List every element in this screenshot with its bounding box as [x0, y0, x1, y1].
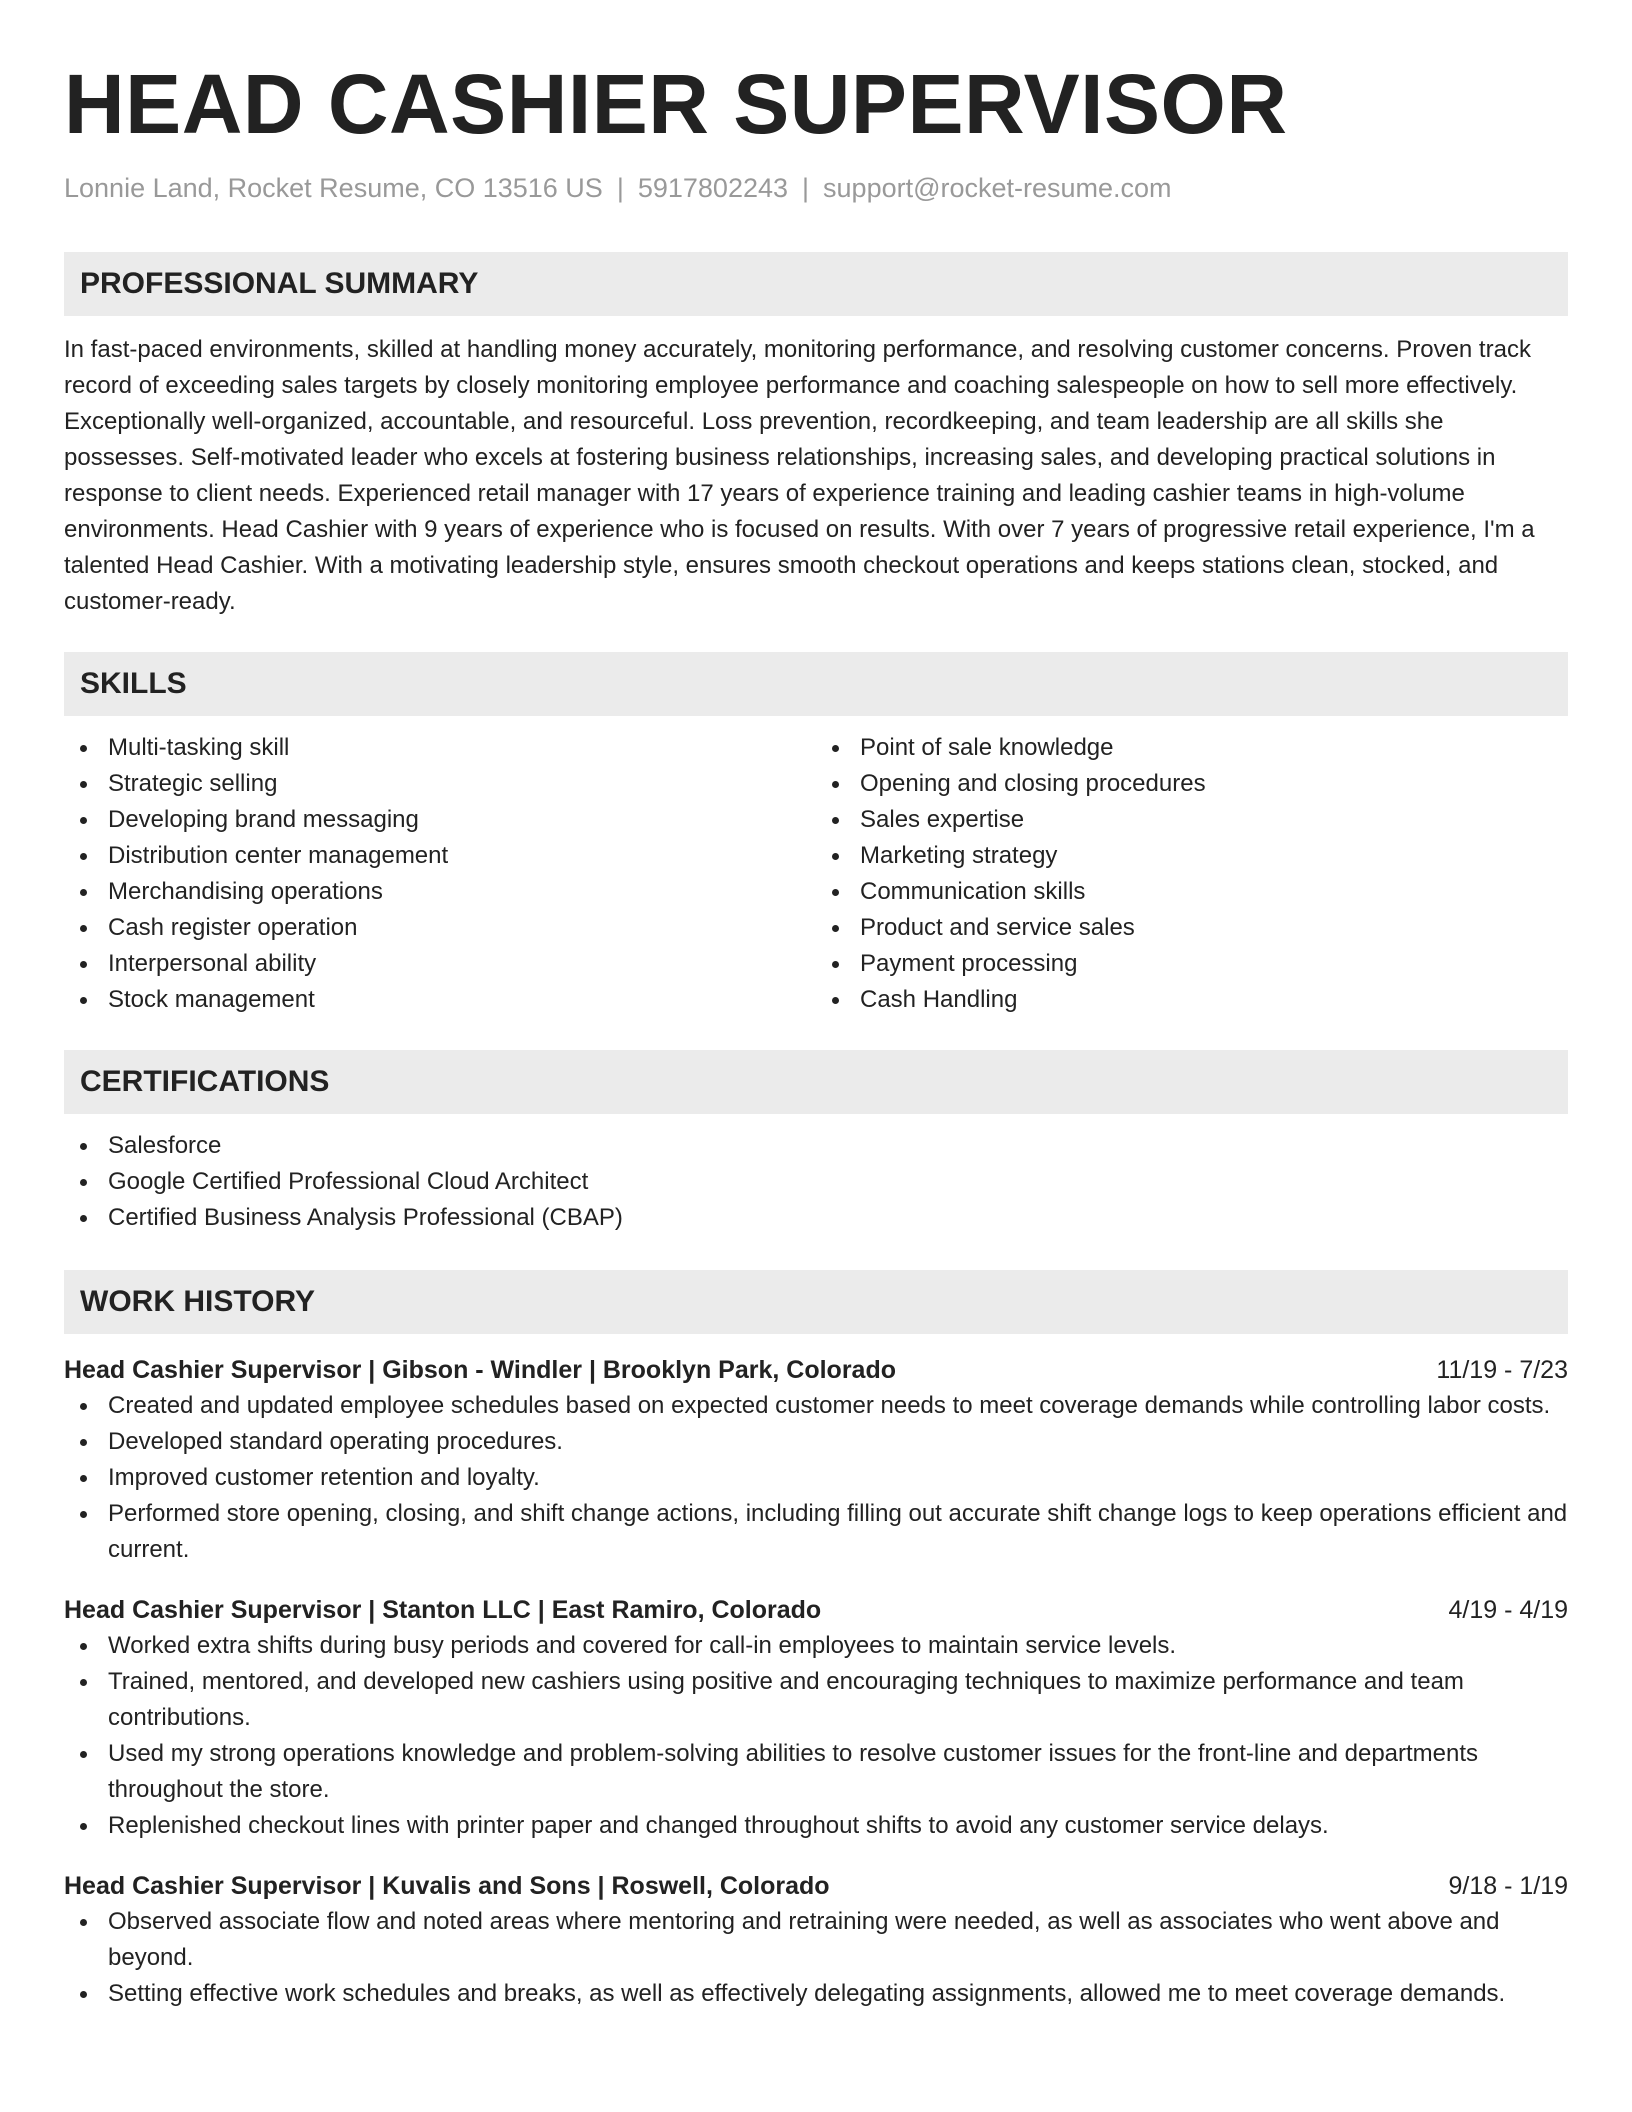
job-heading — [64, 1868, 1568, 1904]
job-title: Head Cashier Supervisor | Gibson - Windler | Brooklyn Park, Colorado — [64, 1356, 896, 1384]
job-bullet: Setting effective work schedules and breaks, as well as effectively delegating assignments, allowed me to meet coverage demands. — [64, 1976, 1568, 2012]
skill-item: Opening and closing procedures — [816, 766, 1568, 802]
skill-item: Stock management — [64, 982, 816, 1018]
skill-item: Product and service sales — [816, 910, 1568, 946]
skill-item: Merchandising operations — [64, 874, 816, 910]
skill-item: Multi-tasking skill — [64, 730, 816, 766]
job-heading — [64, 1352, 1568, 1388]
skill-item: Sales expertise — [816, 802, 1568, 838]
job-bullet: Improved customer retention and loyalty. — [64, 1460, 1568, 1496]
contact-email: support@rocket-resume.com — [823, 173, 1172, 203]
certification-item: Salesforce — [64, 1128, 1568, 1164]
work-history-section-header: WORK HISTORY — [64, 1270, 1568, 1334]
certification-item: Certified Business Analysis Professional (CBAP) — [64, 1200, 1568, 1236]
skills-column-left — [64, 730, 816, 1018]
contact-separator: | — [616, 173, 624, 203]
skill-item: Point of sale knowledge — [816, 730, 1568, 766]
skills-grid — [64, 730, 1568, 1018]
certifications-section-header: CERTIFICATIONS — [64, 1050, 1568, 1114]
skill-item: Cash register operation — [64, 910, 816, 946]
certification-item: Google Certified Professional Cloud Architect — [64, 1164, 1568, 1200]
skills-section-header: SKILLS — [64, 652, 1568, 716]
job-entry — [64, 1592, 1568, 1844]
job-entry — [64, 1352, 1568, 1568]
summary-text: In fast-paced environments, skilled at handling money accurately, monitoring performance, and resolving customer concerns. Proven track record of exceeding sales targets by closely monitoring employee performance and coaching salespeople on how to sell more effectively. Exceptionally well-organized, accountable, and resourceful. Loss prevention, recordkeeping, and team leadership are all skills she possesses. Self-motivated leader who excels at fostering business relationships, increasing sales, and developing practical solutions in response to client needs. Experienced retail manager with 17 years of experience training and leading cashier teams in high-volume environments. Head Cashier with 9 years of experience who is focused on results. With over 7 years of progressive retail experience, I'm a talented Head Cashier. With a motivating leadership style, ensures smooth checkout operations and keeps stations clean, stocked, and customer-ready. — [64, 336, 1535, 615]
job-bullet: Replenished checkout lines with printer paper and changed throughout shifts to avoid any customer service delays. — [64, 1808, 1568, 1844]
skill-item: Developing brand messaging — [64, 802, 816, 838]
job-bullet: Worked extra shifts during busy periods and covered for call-in employees to maintain service levels. — [64, 1628, 1568, 1664]
skill-item: Payment processing — [816, 946, 1568, 982]
job-heading — [64, 1592, 1568, 1628]
job-bullet: Performed store opening, closing, and shift change actions, including filling out accurate shift change logs to keep operations efficient and current. — [64, 1496, 1568, 1568]
job-title: Head Cashier Supervisor | Stanton LLC | East Ramiro, Colorado — [64, 1596, 822, 1624]
job-title: Head Cashier Supervisor | Kuvalis and Sons | Roswell, Colorado — [64, 1872, 830, 1900]
summary-section-header: PROFESSIONAL SUMMARY — [64, 252, 1568, 316]
job-bullet: Created and updated employee schedules based on expected customer needs to meet coverage demands while controlling labor costs. — [64, 1388, 1568, 1424]
job-bullet: Observed associate flow and noted areas where mentoring and retraining were needed, as well as associates who went above and beyond. — [64, 1904, 1568, 1976]
skill-item: Marketing strategy — [816, 838, 1568, 874]
job-entry — [64, 1868, 1568, 2012]
contact-separator: | — [802, 173, 810, 203]
skills-column-right — [816, 730, 1568, 1018]
job-bullet: Used my strong operations knowledge and problem-solving abilities to resolve customer issues for the front-line and departments throughout the store. — [64, 1736, 1568, 1808]
skill-item: Communication skills — [816, 874, 1568, 910]
skill-item: Distribution center management — [64, 838, 816, 874]
contact-line — [64, 170, 1568, 206]
job-dates: 9/18 - 1/19 — [1448, 1872, 1568, 1900]
certifications-list — [64, 1128, 1568, 1236]
job-bullet: Developed standard operating procedures. — [64, 1424, 1568, 1460]
skill-item: Interpersonal ability — [64, 946, 816, 982]
job-dates: 4/19 - 4/19 — [1448, 1596, 1568, 1624]
job-bullet: Trained, mentored, and developed new cashiers using positive and encouraging techniques to maximize performance and team contributions. — [64, 1664, 1568, 1736]
skill-item: Cash Handling — [816, 982, 1568, 1018]
job-dates: 11/19 - 7/23 — [1436, 1356, 1568, 1384]
contact-address: Lonnie Land, Rocket Resume, CO 13516 US — [64, 173, 603, 203]
contact-phone: 5917802243 — [637, 173, 789, 203]
resume-title: HEAD CASHIER SUPERVISOR — [64, 57, 1288, 151]
skill-item: Strategic selling — [64, 766, 816, 802]
